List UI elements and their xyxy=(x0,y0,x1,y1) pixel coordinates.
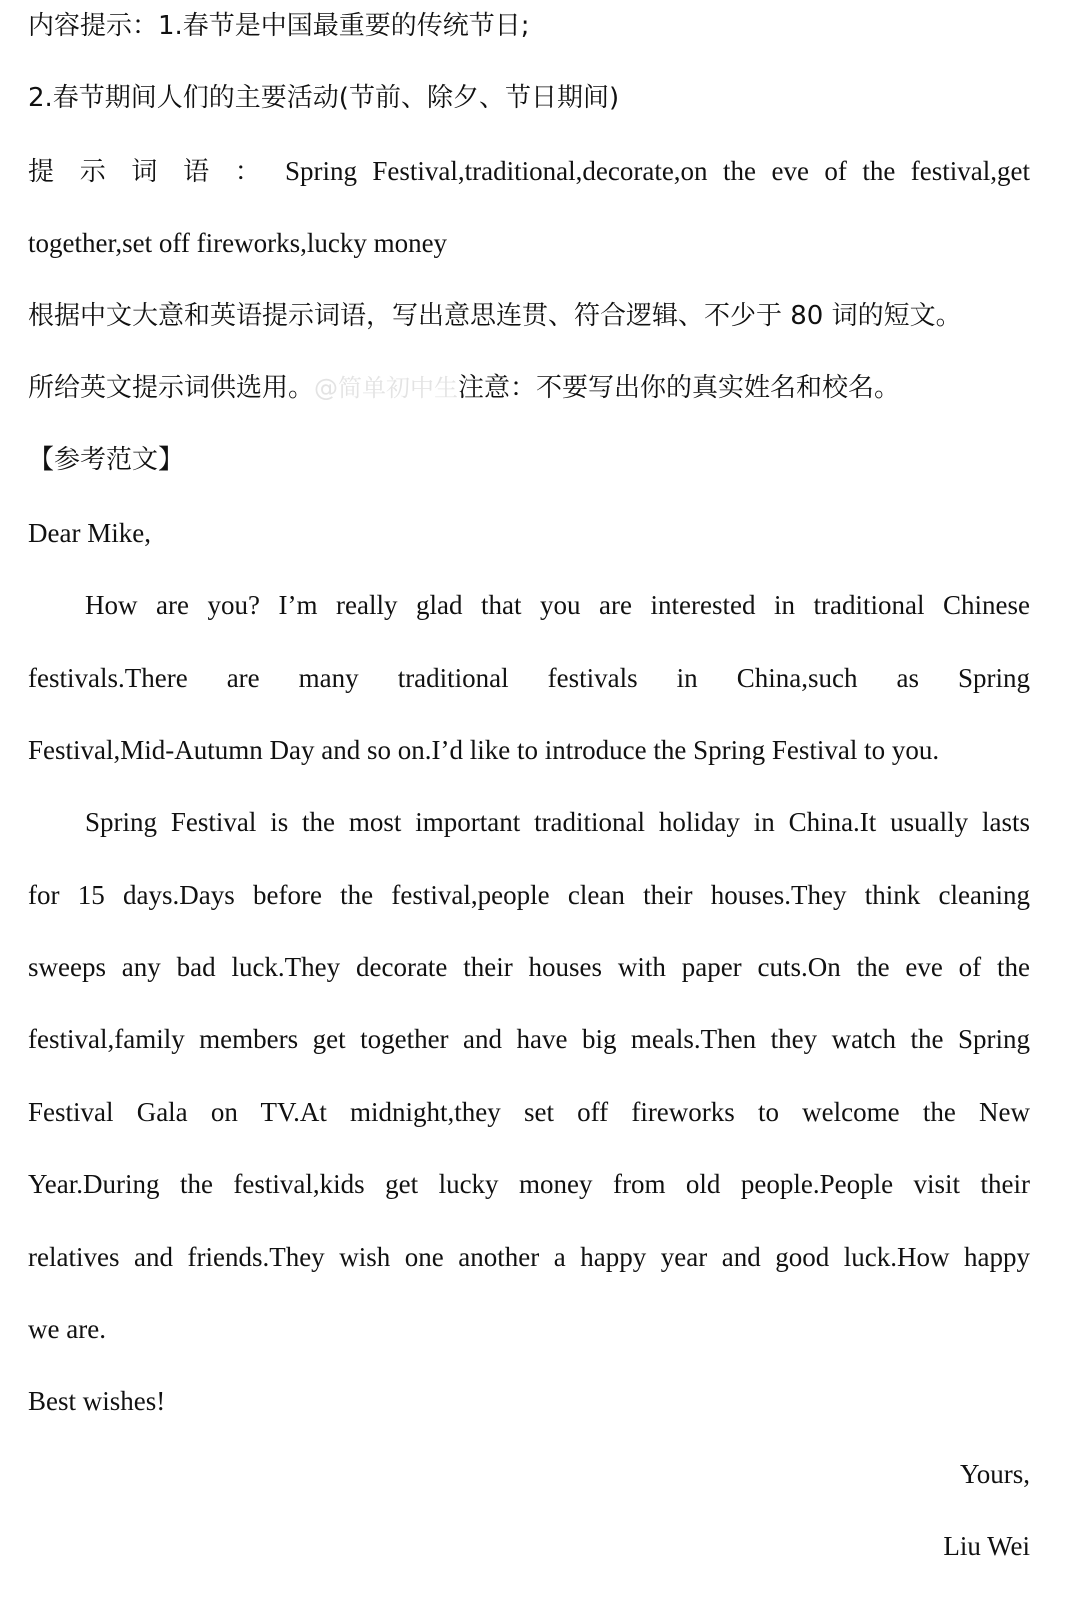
instruction-line-1: 根据中文大意和英语提示词语，写出意思连贯、符合逻辑、不少于 80 词的短文。 xyxy=(28,301,962,331)
essay-sign-off: Yours, xyxy=(959,1459,1030,1489)
watermark: @简单初中生 xyxy=(314,374,459,402)
essay-signature: Liu Wei xyxy=(943,1531,1030,1561)
prompt-line-2: 2.春节期间人们的主要活动(节前、除夕、节日期间) xyxy=(28,83,620,113)
hint-words-text: Spring Festival,traditional,decorate,on the eve of the festival,get xyxy=(284,156,1030,186)
essay-closing: Best wishes! xyxy=(28,1386,166,1416)
instruction-line-2 xyxy=(28,368,1030,408)
paragraph-2-line: for 15 days.Days before the festival,people clean their houses.They think cleaning xyxy=(28,880,1030,910)
paragraph-2-line: festival,family members get together and have big meals.Then they watch the Spring xyxy=(28,1024,1030,1054)
paragraph-2-line: sweeps any bad luck.They decorate their houses with paper cuts.On the eve of the xyxy=(28,952,1030,982)
essay-heading: 【参考范文】 xyxy=(28,445,185,475)
paragraph-2-line: Festival Gala on TV.At midnight,they set off fireworks to welcome the New xyxy=(28,1097,1030,1127)
paragraph-2-line: Year.During the festival,kids get lucky money from old people.People visit their xyxy=(28,1169,1030,1199)
paragraph-1-line: Festival,Mid-Autumn Day and so on.I’d like to introduce the Spring Festival to you. xyxy=(28,735,940,765)
paragraph-2-line: Spring Festival is the most important traditional holiday in China.It usually lasts xyxy=(85,807,1030,837)
paragraph-1-line: How are you? I’m really glad that you are interested in traditional Chinese xyxy=(85,590,1030,620)
instruction-text-a: 所给英文提示词供选用。 xyxy=(28,373,315,403)
paragraph-2-line: we are. xyxy=(28,1314,106,1344)
paragraph-1-line: festivals.There are many traditional festivals in China,such as Spring xyxy=(28,663,1030,693)
prompt-line-1: 内容提示：1.春节是中国最重要的传统节日; xyxy=(28,11,530,41)
essay-greeting: Dear Mike, xyxy=(28,518,151,548)
hint-words-line-2: together,set off fireworks,lucky money xyxy=(28,228,448,258)
instruction-text-b: 注意：不要写出你的真实姓名和校名。 xyxy=(458,373,901,403)
paragraph-2-line: relatives and friends.They wish one another a happy year and good luck.How happy xyxy=(28,1242,1030,1272)
hint-words-line-1 xyxy=(28,151,1030,191)
hint-label: 提 示 词 语 ： xyxy=(28,157,270,187)
